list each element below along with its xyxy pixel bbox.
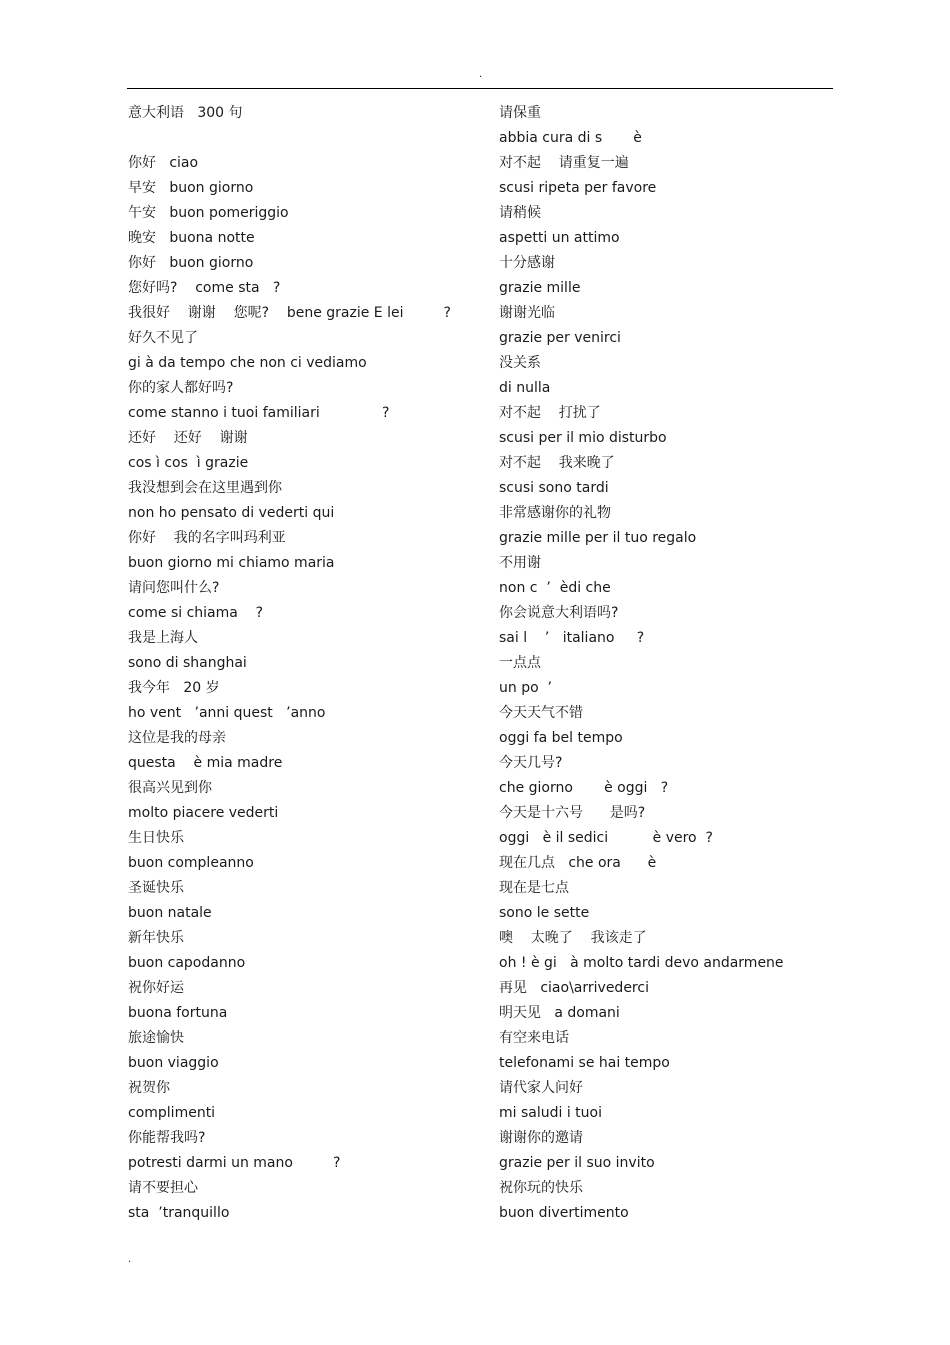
right-line: 现在是七点 <box>499 880 569 896</box>
left-line: 祝你好运 <box>128 980 184 996</box>
right-line: 请代家人问好 <box>499 1080 583 1096</box>
header-rule <box>127 88 833 89</box>
left-line: 早安 buon giorno <box>128 180 254 196</box>
left-column <box>128 101 488 1226</box>
right-line: 十分感谢 <box>499 255 555 271</box>
left-line: 生日快乐 <box>128 830 184 846</box>
left-line: non ho pensato di vederti qui <box>128 505 335 521</box>
left-line: 新年快乐 <box>128 930 184 946</box>
left-line: 这位是我的母亲 <box>128 730 226 746</box>
right-line: oh ! è gi à molto tardi devo andarmene <box>499 955 784 971</box>
left-line: 你的家人都好吗? <box>128 380 234 396</box>
right-line: 今天是十六号 是吗? <box>499 805 646 821</box>
right-line: scusi sono tardi <box>499 480 609 496</box>
left-line: 请问您叫什么? <box>128 580 220 596</box>
left-line: 你好 buon giorno <box>128 255 254 271</box>
left-line: buon viaggio <box>128 1055 219 1071</box>
left-line: questa è mia madre <box>128 755 283 771</box>
right-column <box>499 101 859 1226</box>
right-line: 不用谢 <box>499 555 541 571</box>
right-line: grazie mille <box>499 280 581 296</box>
right-line: 对不起 打扰了 <box>499 405 601 421</box>
left-line: 意大利语 300 句 <box>128 105 243 121</box>
right-line: di nulla <box>499 380 551 396</box>
left-line: come si chiama ? <box>128 605 264 621</box>
left-line: come stanno i tuoi familiari ? <box>128 405 390 421</box>
right-line: scusi ripeta per favore <box>499 180 657 196</box>
right-line: aspetti un attimo <box>499 230 620 246</box>
header-mark: . <box>479 69 483 80</box>
right-line: 一点点 <box>499 655 541 671</box>
left-line: 好久不见了 <box>128 330 198 346</box>
right-line: scusi per il mio disturbo <box>499 430 667 446</box>
right-line: 对不起 我来晚了 <box>499 455 615 471</box>
left-line: buon giorno mi chiamo maria <box>128 555 335 571</box>
left-line: 还好 还好 谢谢 <box>128 430 248 446</box>
left-line: 很高兴见到你 <box>128 780 212 796</box>
right-line: 你会说意大利语吗? <box>499 605 619 621</box>
left-line: buon natale <box>128 905 212 921</box>
left-line: 你好 我的名字叫玛利亚 <box>128 530 286 546</box>
left-line: 我没想到会在这里遇到你 <box>128 480 282 496</box>
left-line: 我今年 20 岁 <box>128 680 220 696</box>
left-line: complimenti <box>128 1105 216 1121</box>
left-line: molto piacere vederti <box>128 805 279 821</box>
left-line: 午安 buon pomeriggio <box>128 205 289 221</box>
right-line: 现在几点 che ora è <box>499 855 657 871</box>
right-line: telefonami se hai tempo <box>499 1055 670 1071</box>
left-line: 我很好 谢谢 您呢? bene grazie E lei ? <box>128 305 451 321</box>
right-line: 有空来电话 <box>499 1030 569 1046</box>
right-line: un po ’ <box>499 680 552 696</box>
right-line: che giorno è oggi ? <box>499 780 669 796</box>
left-line: 请不要担心 <box>128 1180 198 1196</box>
left-line: 祝贺你 <box>128 1080 170 1096</box>
left-line: buon compleanno <box>128 855 254 871</box>
right-line: 谢谢你的邀请 <box>499 1130 583 1146</box>
left-line <box>128 126 488 151</box>
right-line: 明天见 a domani <box>499 1005 620 1021</box>
right-line: oggi fa bel tempo <box>499 730 623 746</box>
right-line: abbia cura di s è <box>499 130 642 146</box>
right-line: grazie per venirci <box>499 330 621 346</box>
left-line: 您好吗? come sta ? <box>128 280 281 296</box>
right-line: 噢 太晚了 我该走了 <box>499 930 647 946</box>
right-line: sono le sette <box>499 905 590 921</box>
right-line: mi saludi i tuoi <box>499 1105 602 1121</box>
left-line: 我是上海人 <box>128 630 198 646</box>
right-line: 祝你玩的快乐 <box>499 1180 583 1196</box>
left-line: sono di shanghai <box>128 655 247 671</box>
right-line: 再见 ciao\arrivederci <box>499 980 649 996</box>
left-line: 晚安 buona notte <box>128 230 255 246</box>
right-line: 请稍候 <box>499 205 541 221</box>
left-line: 圣诞快乐 <box>128 880 184 896</box>
right-line: sai l ’ italiano ? <box>499 630 645 646</box>
left-line: 旅途愉快 <box>128 1030 184 1046</box>
footer-mark: . <box>128 1254 132 1265</box>
right-line: buon divertimento <box>499 1205 629 1221</box>
left-line: buona fortuna <box>128 1005 228 1021</box>
right-line: 今天天气不错 <box>499 705 583 721</box>
left-line: 你好 ciao <box>128 155 199 171</box>
right-line: grazie mille per il tuo regalo <box>499 530 697 546</box>
right-line: 没关系 <box>499 355 541 371</box>
right-line: 谢谢光临 <box>499 305 555 321</box>
right-line: oggi è il sedici è vero ? <box>499 830 713 846</box>
left-line: 你能帮我吗? <box>128 1130 206 1146</box>
left-line: cos ì cos ì grazie <box>128 455 249 471</box>
left-line: potresti darmi un mano ? <box>128 1155 341 1171</box>
right-line: 请保重 <box>499 105 541 121</box>
left-line: buon capodanno <box>128 955 246 971</box>
right-line: 非常感谢你的礼物 <box>499 505 611 521</box>
right-line: 对不起 请重复一遍 <box>499 155 629 171</box>
right-line: grazie per il suo invito <box>499 1155 655 1171</box>
right-line: 今天几号? <box>499 755 563 771</box>
left-line: gi à da tempo che non ci vediamo <box>128 355 367 371</box>
left-line: sta ’tranquillo <box>128 1205 230 1221</box>
left-line: ho vent ’anni quest ’anno <box>128 705 326 721</box>
right-line: non c ’ èdi che <box>499 580 611 596</box>
